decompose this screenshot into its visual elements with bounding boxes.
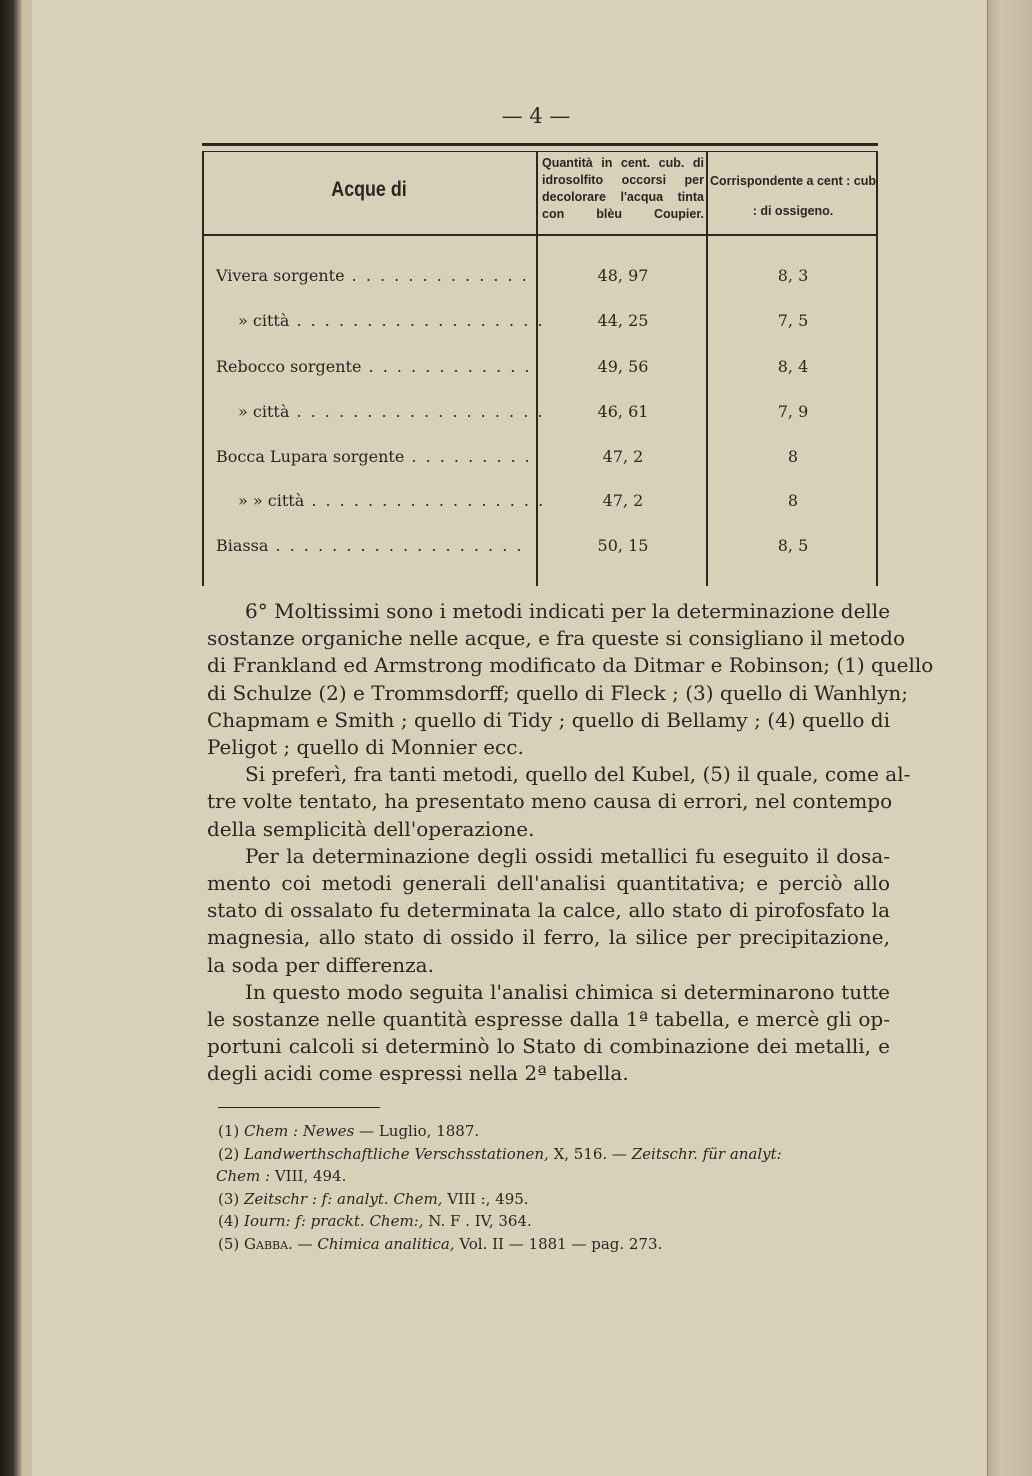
paragraph: [207, 598, 934, 761]
footnote-source: Chem :: [216, 1167, 271, 1186]
footnote-ref: Vol. II — 1881 — pag. 273.: [454, 1234, 663, 1253]
table-row: [216, 491, 876, 515]
table-rule: [202, 151, 878, 152]
row-label: » » città . . .: [216, 491, 550, 510]
text-line: della semplicità dell'operazione.: [207, 816, 535, 841]
header-corrispondente: Corrispondente a cent : cub : di ossigeno.: [710, 174, 876, 218]
table-row: [216, 357, 876, 381]
row-ossigeno: 7, 9: [777, 402, 809, 421]
row-label: Bocca Lupara sorgente . . .: [216, 447, 528, 466]
footnote-number: (3): [218, 1189, 240, 1208]
table-row: [216, 402, 876, 426]
text-line: stato di ossalato fu determinata la calce, allo stato di pirofosfato la: [207, 898, 890, 923]
header-rule: [202, 234, 878, 236]
footnote-source: Chem : Newes: [244, 1122, 355, 1140]
row-label: Vivera sorgente . . .: [216, 266, 528, 285]
footnote-ref: X, 516. —: [548, 1144, 632, 1163]
footnote: [218, 1233, 888, 1256]
table-row: [216, 536, 876, 560]
row-label: Rebocco sorgente . . .: [216, 357, 528, 376]
footnote: [218, 1143, 888, 1166]
row-ossigeno: 8, 4: [777, 357, 809, 376]
text-line: magnesia, allo stato di ossido il ferro, la silice per precipitazione,: [207, 925, 890, 950]
footnote-source: Landwerthschaftliche Verschsstationen,: [244, 1144, 549, 1163]
row-quantita: 44, 25: [597, 311, 649, 330]
footnote-number: (2): [218, 1144, 240, 1163]
paragraph: [207, 761, 911, 843]
footnote-source: Iourn: f: prackt. Chem:,: [244, 1212, 424, 1231]
paragraph: [207, 843, 890, 979]
table-row: [216, 266, 876, 290]
text-line: portuni calcoli si determinò lo Stato di combinazione dei metalli, e: [207, 1034, 890, 1059]
row-label: » città . . .: [216, 402, 550, 421]
row-label: Biassa . . .: [216, 536, 528, 555]
scan-edge-left: [0, 0, 22, 1476]
row-quantita: 49, 56: [597, 357, 649, 376]
footnote-number: (5): [218, 1234, 240, 1253]
paragraph: [207, 979, 890, 1088]
text-line: le sostanze nelle quantità espresse dalla 1ª tabella, e mercè gli op-: [207, 1007, 890, 1032]
row-quantita: 50, 15: [597, 536, 649, 555]
table-row: [216, 311, 876, 335]
text-line: tre volte tentato, ha presentato meno causa di errori, nel contempo: [207, 789, 893, 814]
footnote-source: Chimica analitica,: [317, 1234, 455, 1253]
row-quantita: 46, 61: [597, 402, 649, 421]
table-border-left: [202, 152, 204, 586]
header-quantita: Quantità in cent. cub. di idrosolfito occorsi per decolorare l'acqua tinta con blèu Coupier.: [542, 156, 704, 221]
footnote-source: Zeitschr : f: analyt. Chem,: [244, 1189, 443, 1208]
footnote: [216, 1165, 888, 1188]
footnote: [218, 1188, 888, 1211]
text-line: di Frankland ed Armstrong modificato da Ditmar e Robinson; (1) quello: [207, 653, 934, 678]
text-line: 6° Moltissimi sono i metodi indicati per la determinazione delle: [245, 599, 891, 623]
page-number: — 4 —: [501, 104, 571, 128]
row-ossigeno: 8: [787, 447, 799, 466]
text-line: di Schulze (2) e Trommsdorff; quello di Fleck ; (3) quello di Wanhlyn;: [207, 680, 908, 705]
footnote-source: Zeitschr. für analyt:: [631, 1144, 782, 1163]
row-quantita: 47, 2: [602, 447, 644, 466]
text-line: Peligot ; quello di Monnier ecc.: [207, 735, 524, 760]
table-row: [216, 447, 876, 471]
footnote-rule: [218, 1107, 380, 1108]
footnote-author: Gabba.: [244, 1234, 293, 1253]
row-label: » città . . .: [216, 311, 550, 330]
footnotes: [218, 1120, 888, 1256]
body-text: [207, 598, 934, 1088]
text-line: In questo modo seguita l'analisi chimica si determinarono tutte: [245, 979, 890, 1004]
text-line: Si preferì, fra tanti metodi, quello del Kubel, (5) il quale, come al-: [245, 762, 911, 787]
text-line: Chapmam e Smith ; quello di Tidy ; quello di Bellamy ; (4) quello di: [207, 707, 890, 732]
footnote-number: (4): [218, 1212, 240, 1231]
footnote-ref: — Luglio, 1887.: [354, 1122, 480, 1140]
footnote-ref: N. F . IV, 364.: [423, 1212, 532, 1231]
footnote: [218, 1210, 888, 1233]
text-line: mento coi metodi generali dell'analisi quantitativa; e perciò allo: [207, 871, 890, 896]
row-quantita: 48, 97: [597, 266, 649, 285]
text-line: Per la determinazione degli ossidi metallici fu eseguito il dosa-: [245, 843, 890, 868]
footnote-number: (1): [218, 1122, 240, 1140]
row-quantita: 47, 2: [602, 491, 644, 510]
scan-edge-right: [987, 0, 1032, 1476]
footnote: [218, 1120, 888, 1143]
footnote-ref: VIII, 494.: [270, 1167, 347, 1186]
text-line: sostanze organiche nelle acque, e fra queste si consigliano il metodo: [207, 626, 906, 651]
scan-margin-left: [22, 0, 32, 1476]
row-ossigeno: 7, 5: [777, 311, 809, 330]
text-line: degli acidi come espressi nella 2ª tabella.: [207, 1061, 629, 1086]
row-ossigeno: 8, 5: [777, 536, 809, 555]
row-ossigeno: 8: [787, 491, 799, 510]
text-line: la soda per differenza.: [207, 952, 434, 977]
row-ossigeno: 8, 3: [777, 266, 809, 285]
header-acque: Acque di: [331, 178, 407, 201]
oxygen-table: [202, 143, 878, 586]
footnote-sep: —: [292, 1234, 318, 1253]
footnote-ref: VIII :, 495.: [442, 1189, 529, 1208]
